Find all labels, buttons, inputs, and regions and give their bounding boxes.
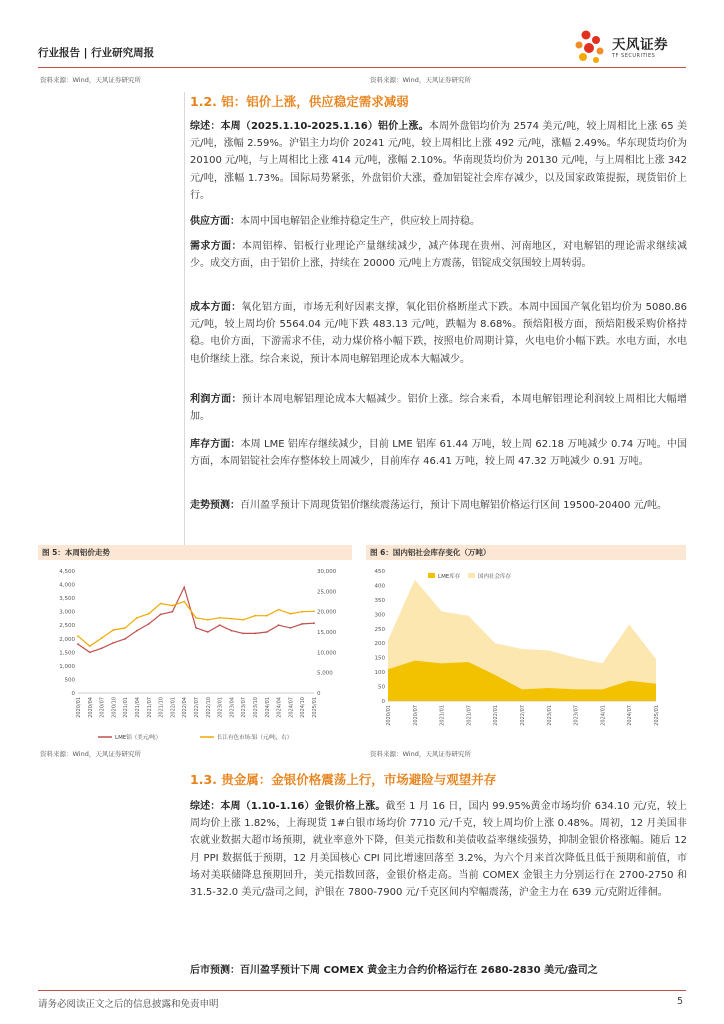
- paragraph-lead: 库存方面：: [190, 439, 241, 450]
- mid-source-left: 资料来源：Wind，天风证券研究所: [40, 750, 141, 758]
- figure6-area-chart: [366, 561, 686, 746]
- x-tick-label: 2020/10: [111, 697, 118, 718]
- data-point: [172, 605, 174, 607]
- legend-label-lme: LME库存: [438, 574, 461, 580]
- aluminum-forecast-paragraph: [190, 497, 687, 514]
- aluminum-supply-paragraph: [190, 213, 687, 230]
- aluminum-summary-paragraph: [190, 118, 687, 204]
- data-point: [301, 623, 303, 625]
- x-tick-label: 2023/10: [253, 697, 259, 718]
- x-tick-label: 2025/01: [654, 705, 660, 726]
- data-point: [183, 601, 185, 603]
- top-source-left: 资料来源：Wind，天风证券研究所: [40, 76, 141, 84]
- data-point: [231, 618, 233, 620]
- data-point: [231, 630, 233, 632]
- x-tick-label: 2020/07: [99, 697, 106, 718]
- data-point: [242, 619, 244, 621]
- y-tick-label-right: 30,000: [317, 569, 337, 575]
- y-tick-label: 300: [374, 612, 385, 619]
- section-title-precious-metals: 1.3. 贵金属：金银价格震荡上行，市场避险与观望并存: [190, 772, 497, 787]
- logo-english-name: TF SECURITIES: [612, 53, 656, 59]
- paragraph-body: 氧化铝方面，市场无利好因素支撑，氧化铝价格断崖式下跌。本周中国国产氧化铝均价为 5080.86 元/吨，较上周均价 5564.04 元/吨下跌 483.13 元/吨，跌幅为 8.68%。预焙阳极方面，预焙阳极采购价格持稳。电价方面，下游需求不佳，动力煤价格小幅下跌，按照电价周期计算，火电电价小幅下跌。水电方面，水电电价继续上涨。综合来说，预计本周电解铝理论成本大幅减少。: [190, 302, 688, 365]
- top-source-right: 资料来源：Wind，天风证券研究所: [370, 76, 471, 84]
- data-point: [113, 629, 115, 631]
- paragraph-lead: 供应方面：: [190, 216, 240, 227]
- paragraph-lead: 后市预测：百川盈孚预计下周 COMEX 黄金主力合约价格运行在 2680-2830 美元/盎司之: [190, 965, 598, 976]
- data-point: [89, 651, 91, 653]
- paragraph-body: 本周中国电解铝企业维持稳定生产，供应较上周持稳。: [240, 216, 480, 227]
- left-margin-line: [184, 92, 185, 547]
- data-point: [101, 647, 103, 649]
- data-point: [290, 627, 292, 629]
- paragraph-lead: 走势预测：: [190, 500, 240, 511]
- y-tick-label-left: 4,000: [59, 582, 75, 589]
- y-tick-label-left: 3,000: [59, 609, 75, 616]
- x-tick-label: 2024/01: [600, 705, 607, 726]
- paragraph-body: 百川盈孚预计下周现货铝价继续震荡运行，预计下周电解铝价格运行区间 19500-20400 元/吨。: [240, 500, 667, 511]
- data-point: [124, 627, 126, 629]
- x-tick-label: 2024/07: [627, 705, 634, 726]
- figure5-title: 图 5：本周铝价走势: [38, 545, 352, 560]
- legend-label-changjiang: 长江有色市场:铝（元/吨，右）: [217, 735, 293, 741]
- data-point: [77, 643, 79, 645]
- y-tick-label: 150: [374, 655, 385, 662]
- x-tick-label: 2020/07: [412, 705, 419, 726]
- paragraph-body: 本周铝棒、铝板行业理论产量继续减少，减产体现在贵州、河南地区，对电解铝的理论需求继续减少。成交方面，由于铝价上涨，持续在 20000 元/吨上方震荡，铝锭成交氛围较上周转弱。: [190, 241, 688, 270]
- y-tick-label: 450: [374, 569, 385, 575]
- data-point: [266, 631, 268, 633]
- y-tick-label-left: 4,500: [59, 569, 75, 575]
- y-tick-label: 0: [381, 699, 385, 705]
- paragraph-lead: 利润方面：: [190, 394, 242, 405]
- x-tick-label: 2021/07: [466, 705, 473, 726]
- y-tick-label-right: 20,000: [317, 609, 337, 616]
- x-tick-label: 2022/10: [205, 697, 212, 718]
- paragraph-lead: 成本方面：: [190, 302, 242, 313]
- x-tick-label: 2022/07: [194, 697, 200, 718]
- data-point: [207, 619, 209, 621]
- legend-label-lme: LME铝（美元/吨）: [115, 735, 162, 741]
- y-tick-label: 250: [374, 626, 385, 633]
- data-point: [183, 586, 185, 588]
- data-point: [254, 633, 256, 635]
- report-category: 行业报告 | 行业研究周报: [38, 47, 155, 59]
- paragraph-body: 截至 1 月 16 日，国内 99.95%黄金市场均价 634.10 元/克，较上周均价上涨 1.82%，上海现货 1#白银市场均价 7710 元/千克，较上周均价上涨 0.48%。周初，12 月美国非农就业数据大超市场预期，就业率意外下降，但美元指数和美债收益率继续强势，抑制金银价格涨幅。随后 12 月 PPI 数据低于预期，12 月美国核心 CPI 同比增速回落至 3.2%，为六个月来首次降低且低于预期和前值，市场对美联储降息预期回升，美元指数回落，金银价格走高。当前 COMEX 金银主力分别运行在 2700-2750 和 31.5-32.0 美元/盎司之间，沪银在 7800-7900 元/千克区间内窄幅震荡，沪金主力在 639 元/克附近徘徊。: [190, 801, 688, 899]
- data-point: [301, 611, 303, 613]
- data-point: [219, 617, 221, 619]
- aluminum-inventory-paragraph: [190, 436, 687, 470]
- legend-swatch-domestic: [468, 573, 475, 578]
- data-point: [266, 615, 268, 617]
- footer-rule: [38, 990, 686, 991]
- data-point: [160, 603, 162, 605]
- precious-summary-paragraph: [190, 798, 687, 901]
- aluminum-profit-paragraph: [190, 391, 687, 425]
- x-tick-label: 2021/04: [135, 697, 141, 718]
- y-tick-label-right: 0: [317, 691, 321, 697]
- precious-forecast-paragraph: [190, 962, 687, 979]
- x-tick-label: 2022/01: [170, 697, 177, 718]
- data-point: [195, 627, 197, 629]
- x-tick-label: 2021/01: [123, 697, 130, 718]
- data-point: [278, 609, 280, 611]
- x-tick-label: 2025/01: [312, 697, 318, 718]
- x-tick-label: 2024/04: [276, 697, 283, 718]
- data-point: [136, 630, 138, 632]
- paragraph-body: 本周 LME 铝库存继续减少，目前 LME 铝库 61.44 万吨，较上周 62.18 万吨减少 0.74 万吨。中国方面，本周铝锭社会库存整体较上周减少，目前库存 46.41 万吨，较上周 47.32 万吨减少 0.91 万吨。: [190, 439, 688, 468]
- data-point: [254, 615, 256, 617]
- y-tick-label-left: 500: [64, 677, 75, 684]
- section-title-aluminum: 1.2. 铝：铝价上涨，供应稳定需求减弱: [190, 94, 409, 109]
- data-point: [136, 617, 138, 619]
- header-rule: [38, 67, 686, 68]
- figure5-line-chart: [38, 561, 352, 746]
- y-tick-label: 400: [374, 583, 385, 590]
- x-tick-label: 2020/04: [87, 697, 94, 718]
- y-tick-label-left: 0: [71, 691, 75, 697]
- data-point: [290, 613, 292, 615]
- y-tick-label-right: 5,000: [317, 670, 333, 677]
- x-tick-label: 2024/01: [264, 697, 271, 718]
- x-tick-label: 2021/07: [146, 697, 153, 718]
- y-tick-label-left: 1,500: [59, 650, 75, 657]
- y-tick-label-right: 15,000: [317, 630, 337, 636]
- y-tick-label: 100: [374, 670, 385, 677]
- aluminum-cost-paragraph: [190, 299, 687, 368]
- y-tick-label: 50: [378, 684, 385, 691]
- paragraph-body: 本周外盘铝均价为 2574 美元/吨，较上周相比上涨 65 美元/吨，涨幅 2.59%。沪铝主力均价 20241 元/吨，较上周相比上涨 492 元/吨，涨幅 2.49%。华东现货均价为 20100 元/吨，与上周相比上涨 414 元/吨，涨幅 2.10%。华南现货均价为 20130 元/吨，与上周相比上涨 342 元/吨，涨幅 1.73%。国际局势紧张，外盘铝价大涨，叠加铝锭社会库存减少，以及国家政策提振，现货铝价上行。: [190, 121, 687, 201]
- x-tick-label: 2023/01: [217, 697, 224, 718]
- x-tick-label: 2024/10: [300, 697, 307, 718]
- data-point: [148, 623, 150, 625]
- figure6-title: 图 6：国内铝社会库存变化（万吨）: [366, 545, 686, 560]
- x-tick-label: 2023/01: [546, 705, 553, 726]
- x-tick-label: 2022/04: [182, 697, 189, 718]
- y-tick-label-right: 25,000: [317, 589, 337, 596]
- x-tick-label: 2023/07: [241, 697, 248, 718]
- logo-chinese-name: 天风证券: [612, 37, 668, 53]
- mid-source-right: 资料来源：Wind，天风证券研究所: [370, 750, 471, 758]
- x-tick-label: 2020/01: [76, 697, 82, 718]
- data-point: [160, 614, 162, 616]
- y-tick-label-left: 2,500: [59, 623, 75, 630]
- x-tick-label: 2022/01: [493, 705, 500, 726]
- x-tick-label: 2024/07: [288, 697, 295, 718]
- paragraph-lead: 需求方面：: [190, 241, 242, 252]
- y-tick-label-left: 2,000: [59, 636, 75, 643]
- paragraph-body: 预计本周电解铝理论成本大幅减少。铝价上涨。综合来看，本周电解铝理论利润较上周相比大幅增加。: [190, 394, 688, 423]
- data-point: [313, 610, 315, 612]
- x-tick-label: 2021/10: [158, 697, 165, 718]
- paragraph-lead: 综述：本周（1.10-1.16）金银价格上涨。: [190, 801, 386, 812]
- x-tick-label: 2022/07: [520, 705, 526, 726]
- y-tick-label-left: 1,000: [59, 663, 75, 670]
- data-point: [89, 645, 91, 647]
- y-tick-label: 350: [374, 597, 385, 604]
- footer-disclaimer: 请务必阅读正文之后的信息披露和免责申明: [38, 999, 219, 1010]
- y-tick-label-left: 3,500: [59, 596, 75, 603]
- legend-swatch-lme: [428, 573, 435, 578]
- series-line: [78, 602, 314, 647]
- y-tick-label: 200: [374, 641, 385, 648]
- data-point: [77, 635, 79, 637]
- x-tick-label: 2021/01: [439, 705, 446, 726]
- x-tick-label: 2023/07: [573, 705, 580, 726]
- data-point: [124, 638, 126, 640]
- data-point: [101, 637, 103, 639]
- y-tick-label-right: 10,000: [317, 650, 337, 657]
- aluminum-demand-paragraph: [190, 238, 687, 272]
- data-point: [207, 631, 209, 633]
- data-point: [195, 617, 197, 619]
- data-point: [172, 611, 174, 613]
- data-point: [219, 624, 221, 626]
- legend-label-domestic: 国内社会库存: [478, 574, 512, 580]
- data-point: [313, 622, 315, 624]
- data-point: [242, 633, 244, 635]
- data-point: [113, 642, 115, 644]
- paragraph-lead: 综述：本周（2025.1.10-2025.1.16）铝价上涨。: [190, 121, 429, 132]
- page-number: 5: [677, 996, 684, 1007]
- data-point: [148, 613, 150, 615]
- x-tick-label: 2020/01: [386, 705, 392, 726]
- data-point: [278, 624, 280, 626]
- x-tick-label: 2023/04: [229, 697, 236, 718]
